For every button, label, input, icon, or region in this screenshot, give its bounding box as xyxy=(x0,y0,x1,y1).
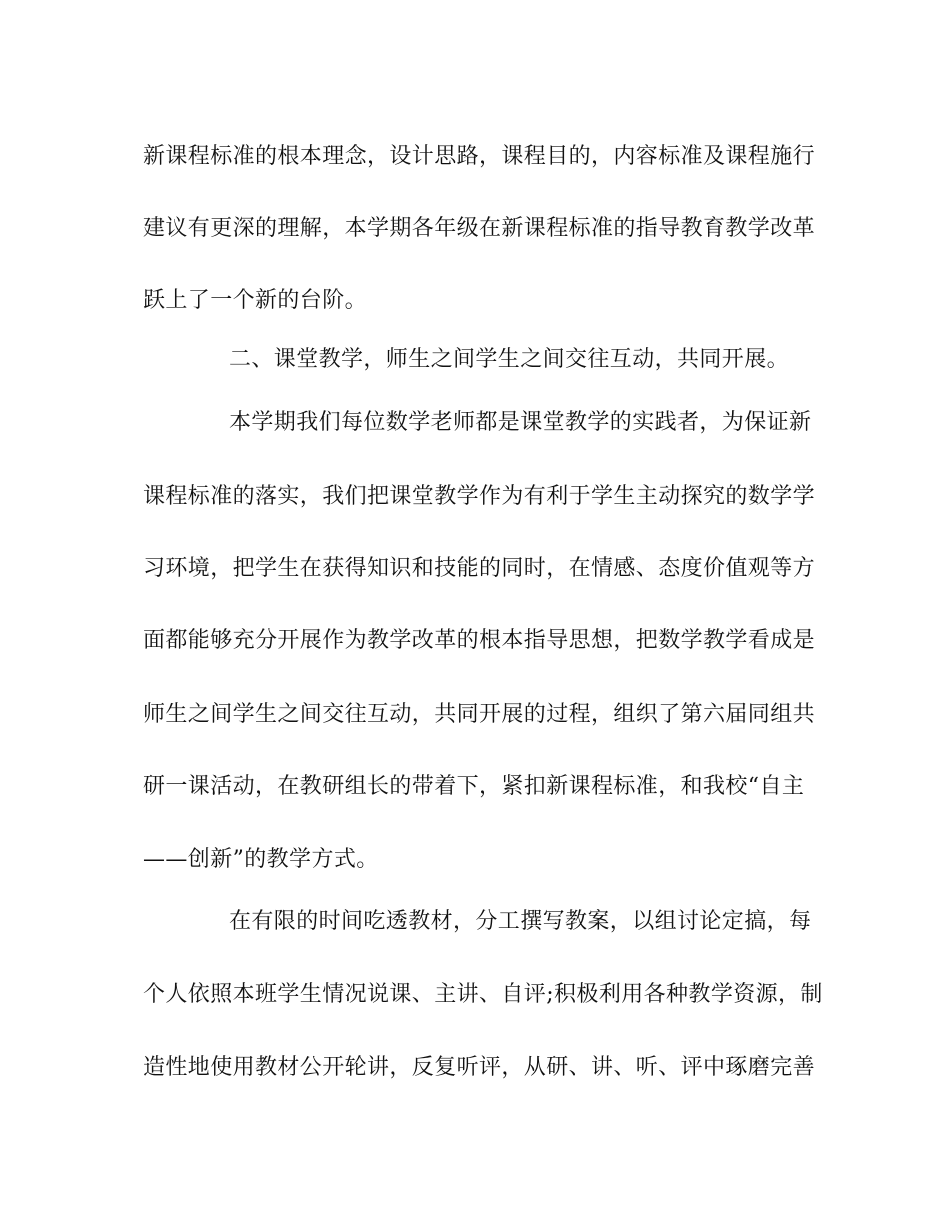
text-line: 建议有更深的理解，本学期各年级在新课程标准的指导教育教学改革 xyxy=(143,216,816,241)
text-line: 研一课活动，在教研组长的带着下，紧扣新课程标准，和我校“自主 xyxy=(143,774,805,799)
text-line: 造性地使用教材公开轮讲，反复听评，从研、讲、听、评中琢磨完善 xyxy=(143,1055,816,1080)
text-line: ——创新”的教学方式。 xyxy=(143,847,379,872)
text-line: 新课程标准的根本理念，设计思路，课程目的，内容标准及课程施行 xyxy=(143,144,816,169)
text-line: 本学期我们每位数学老师都是课堂教学的实践者，为保证新 xyxy=(229,410,812,435)
text-line: 课程标准的落实，我们把课堂教学作为有利于学生主动探究的数学学 xyxy=(143,484,816,509)
text-line: 在有限的时间吃透教材，分工撰写教案，以组讨论定搞，每 xyxy=(229,909,812,934)
section-heading: 二、课堂教学，师生之间学生之间交往互动，共同开展。 xyxy=(229,347,790,372)
text-line: 跃上了一个新的台阶。 xyxy=(143,288,368,313)
text-line: 师生之间学生之间交往互动，共同开展的过程，组织了第六届同组共 xyxy=(143,702,816,727)
text-line: 习环境，把学生在获得知识和技能的同时，在情感、态度价值观等方 xyxy=(143,556,816,581)
text-line: 面都能够充分开展作为教学改革的根本指导思想，把数学教学看成是 xyxy=(143,628,816,653)
text-line: 个人依照本班学生情况说课、主讲、自评;积极利用各种教学资源，制 xyxy=(143,982,823,1007)
